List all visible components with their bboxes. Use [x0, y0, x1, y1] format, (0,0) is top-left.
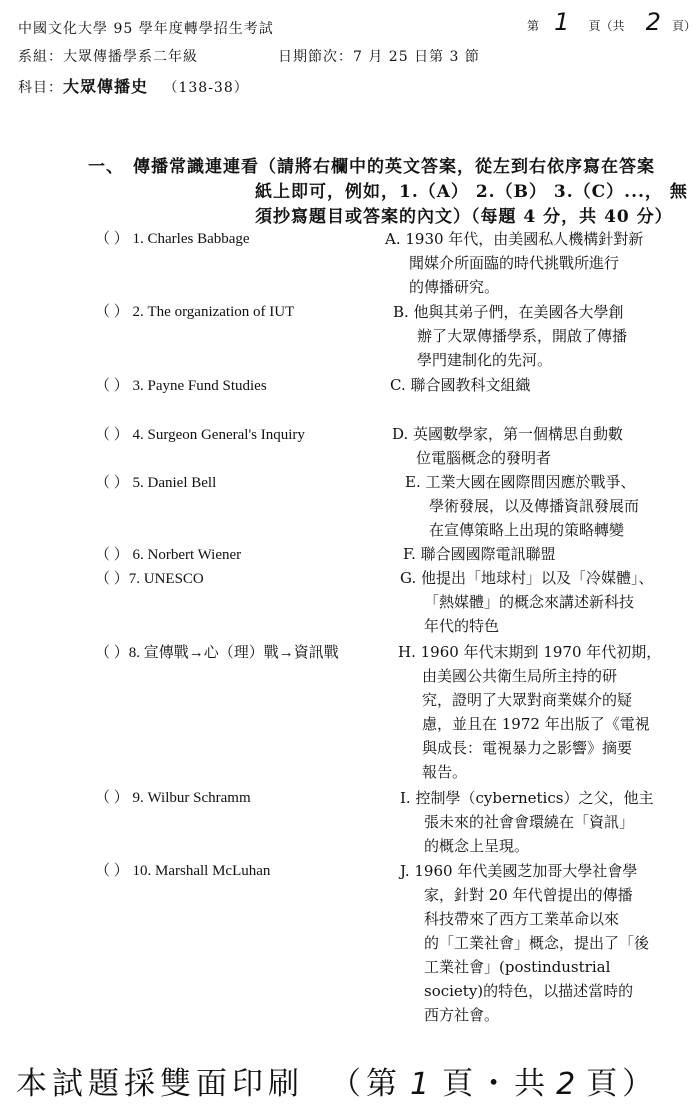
answer-line: 與成長：電視暴力之影響》摘要 [422, 739, 633, 757]
section-number: 一、 [88, 157, 124, 177]
answer-line: 的概念上呈現。 [424, 837, 530, 855]
schedule-line: 日期節次：7 月 25 日第 3 節 [278, 49, 480, 65]
footer-pages-close: 頁） [586, 1066, 659, 1102]
answer-line: J. 1960 年代美國芝加哥大學社會學 [400, 862, 638, 880]
answer-line: 科技帶來了西方工業革命以來 [424, 910, 620, 928]
answer-line: 年代的特色 [424, 617, 500, 635]
answer-line: E. 工業大國在國際間因應於戰爭、 [405, 473, 636, 491]
subject-label: 科目： [18, 80, 63, 96]
answer-line: 聞媒介所面臨的時代挑戰所進行 [409, 254, 620, 272]
answer-line: G. 他提出「地球村」以及「冷媒體」、 [400, 569, 654, 587]
footer-double-sided-note: 本試題採雙面印刷 [16, 1066, 304, 1102]
page-word-2: 頁（共 [588, 19, 625, 33]
question-item: （ ）7. UNESCO [95, 571, 204, 587]
answer-E [405, 470, 639, 542]
page-word-3: 頁） [671, 19, 696, 33]
answer-J [400, 859, 649, 1027]
question-item: （ ） 10. Marshall McLuhan [95, 863, 271, 879]
answer-line: 的傳播研究。 [409, 278, 500, 296]
subject-line [18, 74, 249, 97]
answer-line: D. 英國數學家，第一個構思自動數 [392, 425, 624, 443]
answer-line: I. 控制學（cybernetics）之父，他主 [400, 789, 654, 807]
page-indicator [527, 8, 696, 36]
footer-page-total: 2 [556, 1067, 581, 1102]
answer-B [393, 300, 627, 372]
answer-line: 由美國公共衛生局所主持的研 [422, 667, 618, 685]
answer-line: 慮，並且在 1972 年出版了《電視 [422, 715, 650, 733]
footer-pages-open: （第 [330, 1066, 402, 1102]
answer-H [398, 640, 661, 784]
exam-title: 中國文化大學 95 學年度轉學招生考試 [18, 21, 274, 37]
answer-line: 工業社會」(postindustrial [424, 958, 611, 976]
question-item: （ ） 1. Charles Babbage [95, 231, 250, 247]
section-instruction-line-3: 須抄寫題目或答案的內文）（每題 4 分，共 40 分） [255, 207, 673, 227]
footer-page-number: 1 [410, 1067, 435, 1102]
answer-line: 西方社會。 [424, 1006, 500, 1024]
answer-line: F. 聯合國國際電訊聯盟 [403, 545, 556, 563]
answer-line: C. 聯合國教科文組織 [390, 376, 531, 394]
answer-F [403, 542, 556, 566]
section-instruction-line-1: 傳播常識連連看（請將右欄中的英文答案，從左到右依序寫在答案 [133, 157, 655, 177]
answer-line: 在宣傳策略上出現的策略轉變 [429, 521, 625, 539]
answer-G [400, 566, 654, 638]
answer-line: 學門建制化的先河。 [417, 351, 553, 369]
answer-line: A. 1930 年代，由美國私人機構針對新 [385, 230, 644, 248]
question-item: （ ） 4. Surgeon General's Inquiry [95, 427, 305, 443]
department-line: 系組：大眾傳播學系二年級 [18, 49, 198, 65]
footer-pages-mid: 頁・共 [442, 1066, 551, 1102]
answer-line: 張未來的社會會環繞在「資訊」 [424, 813, 635, 831]
answer-C [390, 373, 530, 397]
page-total-handwritten: 2 [645, 8, 661, 36]
answer-line: 「熱媒體」的概念來講述新科技 [424, 593, 635, 611]
answer-line: 究，證明了大眾對商業媒介的疑 [422, 691, 633, 709]
answer-line: 的「工業社會」概念，提出了「後 [424, 934, 650, 952]
question-item: （ ） 2. The organization of IUT [95, 304, 295, 320]
page-number-handwritten: 1 [554, 8, 570, 36]
subject-code: （138-38） [163, 80, 249, 96]
answer-I [400, 786, 653, 858]
answer-line: 位電腦概念的發明者 [416, 449, 552, 467]
question-item: （ ） 6. Norbert Wiener [95, 547, 242, 563]
question-item: （ ） 3. Payne Fund Studies [95, 378, 267, 394]
question-item: （ ）8. 宣傳戰→心（理）戰→資訊戰 [95, 645, 339, 661]
answer-line: society)的特色，以描述當時的 [424, 982, 634, 1000]
question-item: （ ） 5. Daniel Bell [95, 475, 217, 491]
answer-line: 辦了大眾傳播學系，開啟了傳播 [417, 327, 628, 345]
question-item: （ ） 9. Wilbur Schramm [95, 790, 251, 806]
answer-A [385, 227, 643, 299]
answer-line: H. 1960 年代末期到 1970 年代初期， [398, 643, 662, 661]
page-word-1: 第 [527, 19, 540, 33]
section-instruction-line-2: 紙上即可，例如，1.（A） 2.（B） 3.（C）...， 無 [255, 182, 688, 202]
footer-page-indicator [330, 1058, 658, 1103]
answer-line: 報告。 [422, 763, 468, 781]
subject-name: 大眾傳播史 [63, 77, 149, 96]
answer-D [392, 422, 623, 470]
answer-line: 家，針對 20 年代曾提出的傳播 [424, 886, 633, 904]
answer-line: B. 他與其弟子們，在美國各大學創 [393, 303, 624, 321]
answer-line: 學術發展，以及傳播資訊發展而 [429, 497, 640, 515]
